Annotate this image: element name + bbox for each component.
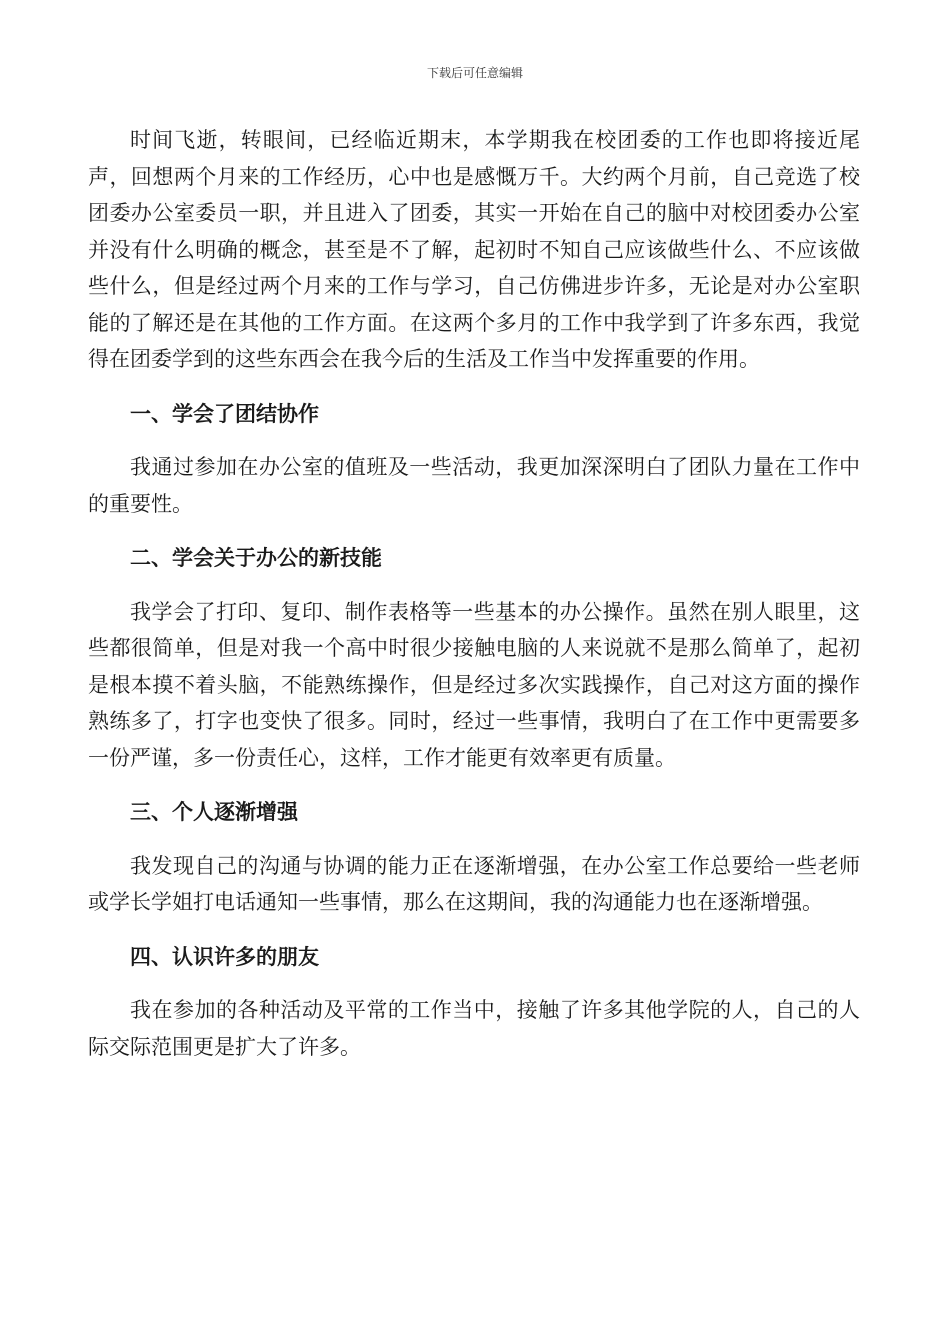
section-body-4: 我在参加的各种活动及平常的工作当中，接触了许多其他学院的人，自己的人际交际范围更是扩大了许多。	[88, 998, 860, 1059]
page-header: 下载后可任意编辑	[426, 66, 523, 80]
section-heading-3: 三、个人逐渐增强	[130, 800, 298, 824]
section-heading-2: 二、学会关于办公的新技能	[130, 546, 382, 570]
section-body-3: 我发现自己的沟通与协调的能力正在逐渐增强，在办公室工作总要给一些老师或学长学姐打电话通知一些事情，那么在这期间，我的沟通能力也在逐渐增强。	[88, 853, 860, 914]
section-heading-1: 一、学会了团结协作	[130, 401, 319, 426]
section-heading-4: 四、认识许多的朋友	[130, 944, 319, 969]
document-body	[88, 122, 860, 1083]
section-body-2: 我学会了打印、复印、制作表格等一些基本的办公操作。虽然在别人眼里，这些都很简单，但是对我一个高中时很少接触电脑的人来说就不是那么简单了，起初是根本摸不着头脑，不能熟练操作，但是经过多次实践操作，自己对这方面的操作熟练多了，打字也变快了很多。同时，经过一些事情，我明白了在工作中更需要多一份严谨，多一份责任心，这样，工作才能更有效率更有质量。	[88, 599, 860, 770]
section-body-1: 我通过参加在办公室的值班及一些活动，我更加深深明白了团队力量在工作中的重要性。	[88, 455, 860, 516]
intro-paragraph: 时间飞逝，转眼间，已经临近期末，本学期我在校团委的工作也即将接近尾声，回想两个月来的工作经历，心中也是感慨万千。大约两个月前，自己竞选了校团委办公室委员一职，并且进入了团委，其实一开始在自己的脑中对校团委办公室并没有什么明确的概念，甚至是不了解，起初时不知自己应该做些什么、不应该做些什么，但是经过两个月来的工作与学习，自己仿佛进步许多，无论是对办公室职能的了解还是在其他的工作方面。在这两个多月的工作中我学到了许多东西，我觉得在团委学到的这些东西会在我今后的生活及工作当中发挥重要的作用。	[88, 128, 860, 371]
